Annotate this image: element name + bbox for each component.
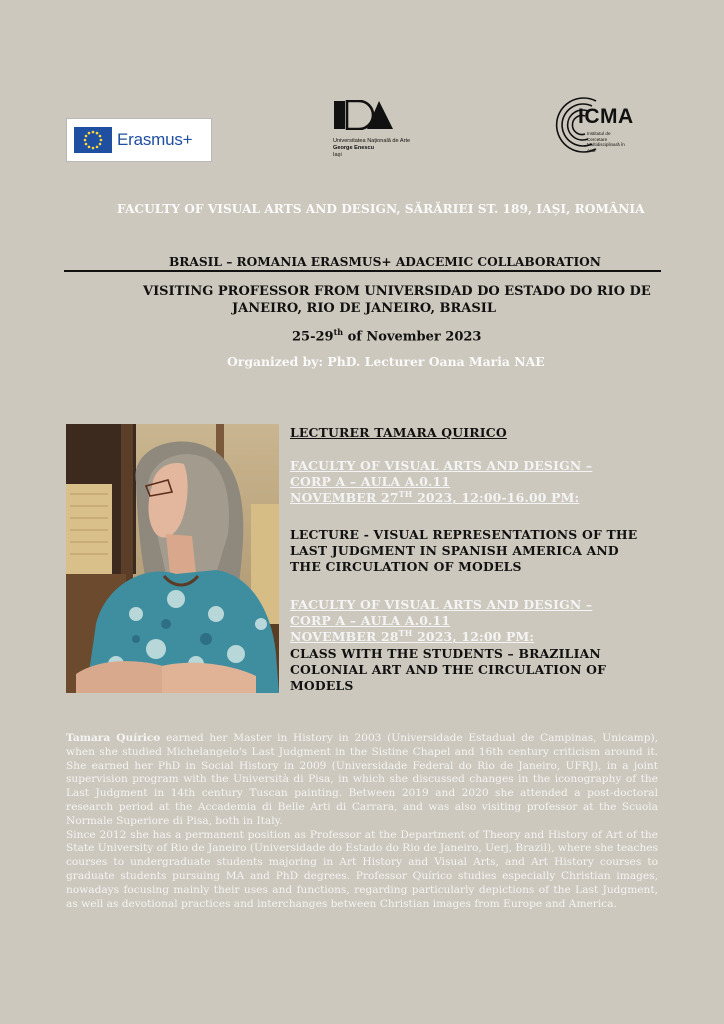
event2-date-suffix: 2023, 12:00 PM:: [412, 629, 535, 645]
event2-date: [290, 629, 592, 645]
event1-location-link[interactable]: [290, 458, 592, 507]
visiting-line-1: VISITING PROFESSOR FROM UNIVERSIDAD DO ESTADO DO RIO DE: [143, 284, 651, 299]
event1-date-prefix: NOVEMBER 27: [290, 490, 399, 506]
event-dates-prefix: 25-29: [292, 329, 334, 345]
icma-sub-line-4: Artă: [587, 147, 596, 153]
event-dates-suffix: of November 2023: [343, 329, 482, 345]
faculty-address: FACULTY OF VISUAL ARTS AND DESIGN, SĂRĂRIEI ST. 189, IAȘI, ROMÂNIA: [117, 202, 645, 216]
bio-paragraph-1-text: earned her Master in History in 2003 (Universidade Estadual de Campinas, Unicamp), when she studied Michelangelo's Last Judgment in the Sistine Chapel and 16th century criticism around it. She earned her PhD in Social History in 2009 (Universidade Federal do Rio de Janeiro, UFRJ), in a joint supervision program with the Università di Pisa, in which she discussed changes in the iconography of the Last Judgment in 14th century Tuscan painting. Between 2019 and 2020 she attended a post-doctoral research period at the Accademia di Belle Arti di Carrara, and was also visiting professor at the Scuola Normale Superiore di Pisa, both in Italy.: [66, 732, 658, 827]
event2-title: [290, 646, 606, 694]
bio-paragraph-2: Since 2012 she has a permanent position as Professor at the Department of Theory and History of Art of the State University of Rio de Janeiro (Universidade do Estado do Rio de Janeiro, Uerj, Brazil), where she teaches courses to undergraduate students majoring in Art History and Visual Arts, and Art History courses to graduate students pursuing MA and PhD degrees. Professor Quírico studies especially Christian images, nowadays focusing mainly their uses and functions, regarding particularly depictions of the Last Judgment, as well as devotional practices and interchanges between Christian images from Europe and America.: [66, 828, 658, 910]
event2-date-sup: TH: [398, 628, 413, 639]
visiting-line-2: JANEIRO, RIO DE JANEIRO, BRASIL: [232, 301, 496, 316]
event2-location-line-1: FACULTY OF VISUAL ARTS AND DESIGN –: [290, 597, 593, 612]
icma-sub-line-3: Multidisciplinară în: [587, 142, 625, 148]
event2-location-line-2: CORP A – AULA A.0.11: [290, 613, 451, 629]
erasmus-logo-label: Erasmus+: [117, 130, 193, 149]
event2-title-line-2: COLONIAL ART AND THE CIRCULATION OF: [290, 662, 607, 677]
bio-name: Tamara Quírico: [66, 732, 161, 744]
event2-title-line-1: CLASS WITH THE STUDENTS – BRAZILIAN: [290, 646, 601, 661]
event1-date-suffix: 2023, 12:00-16.00 PM:: [412, 490, 580, 506]
event1-title: [290, 527, 637, 575]
event-dates: [292, 327, 481, 344]
event1-title-line-3: THE CIRCULATION OF MODELS: [290, 559, 522, 574]
event1-location-line-2: CORP A – AULA A.0.11: [290, 474, 451, 490]
lecturer-biography: [66, 732, 658, 911]
event1-location-line-1: FACULTY OF VISUAL ARTS AND DESIGN –: [290, 458, 593, 473]
organized-by: Organized by: PhD. Lecturer Oana Maria NAE: [227, 354, 545, 369]
icma-logo-subtitle: [587, 131, 625, 153]
unage-mark-icon: [333, 100, 395, 130]
erasmus-logo: [66, 118, 212, 162]
unage-line-3: Iași: [333, 152, 342, 158]
event1-date: [290, 490, 592, 506]
event1-title-line-2: LAST JUDGMENT IN SPANISH AMERICA AND: [290, 543, 619, 558]
event2-date-prefix: NOVEMBER 28: [290, 629, 399, 645]
event2-title-line-3: MODELS: [290, 678, 354, 693]
eu-flag-icon: [74, 127, 112, 153]
lecturer-name: LECTURER TAMARA QUIRICO: [290, 425, 507, 440]
unage-line-2: George Enescu: [333, 145, 375, 151]
icma-sub-line-2: Cercetare: [587, 136, 608, 142]
lecturer-photo: [66, 424, 279, 693]
event-dates-sup: th: [333, 327, 344, 337]
collaboration-title: BRASIL – ROMANIA ERASMUS+ ADACEMIC COLLABORATION: [169, 255, 601, 269]
event2-location-link[interactable]: [290, 597, 592, 646]
icma-sub-line-1: Institutul de: [587, 131, 611, 136]
unage-logo: [333, 100, 443, 159]
header-divider: [64, 270, 661, 272]
event1-title-line-1: LECTURE - VISUAL REPRESENTATIONS OF THE: [290, 527, 638, 542]
event1-date-sup: TH: [398, 489, 413, 500]
icma-logo-label: ICMA: [578, 105, 634, 128]
bio-paragraph-1: [66, 732, 658, 829]
icma-logo: [552, 93, 662, 157]
unage-line-1: Universitatea Națională de Arte: [333, 138, 411, 144]
